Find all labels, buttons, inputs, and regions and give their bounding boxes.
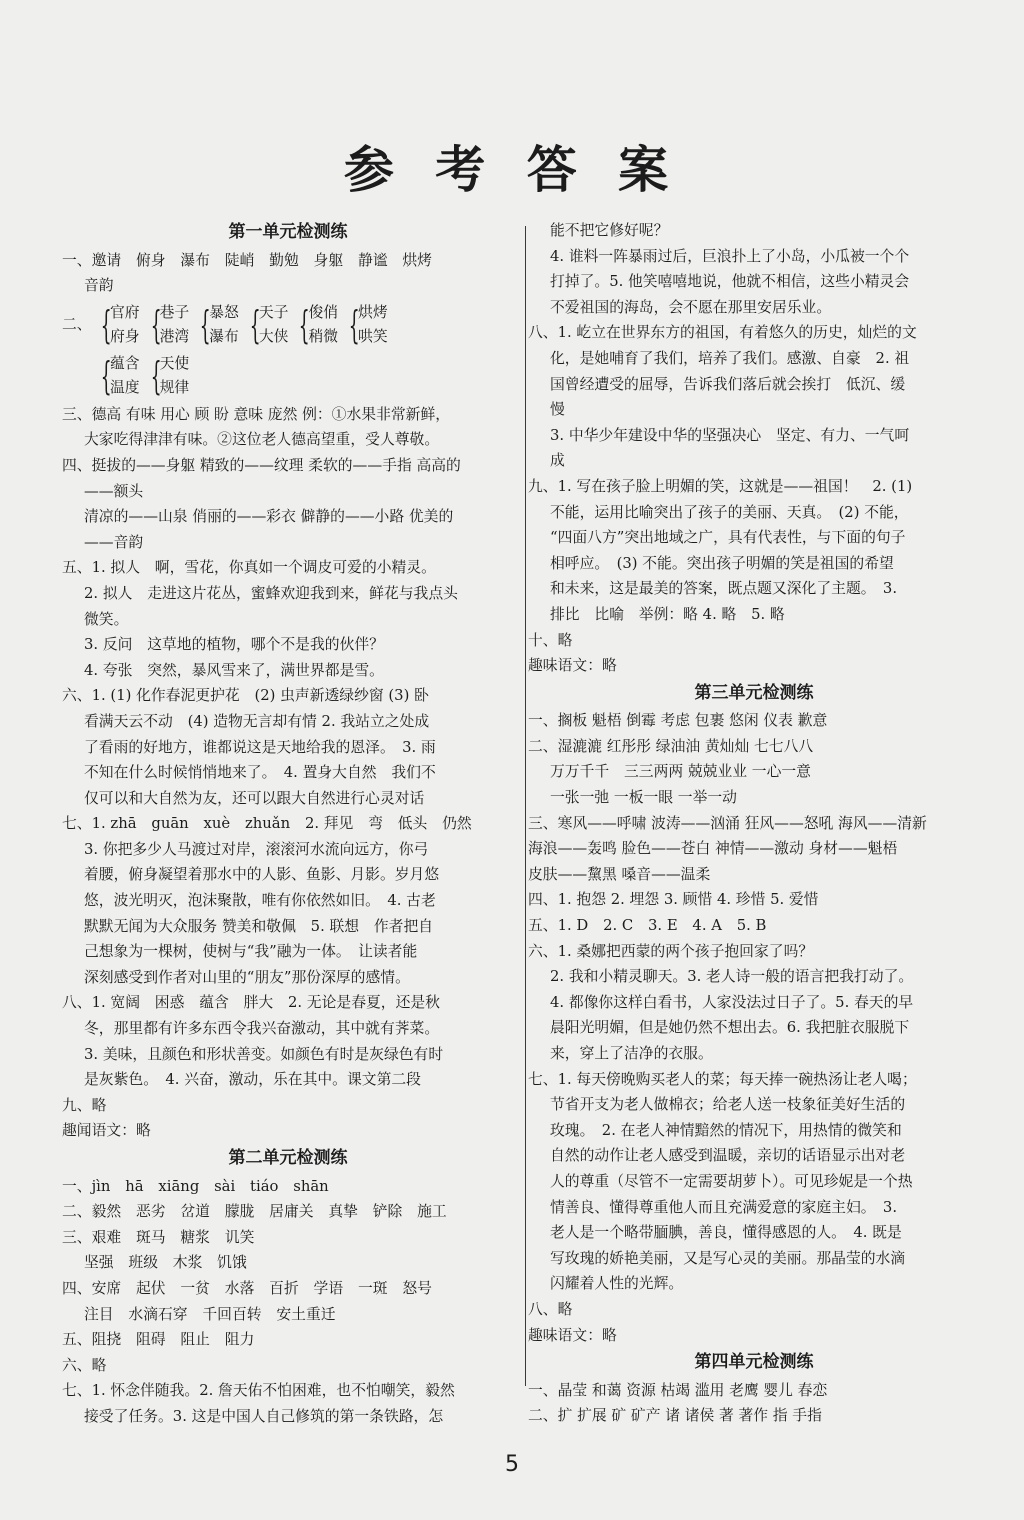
answer-line: 3. 中华少年建设中华的坚强决心 坚定、有力、一气呵 bbox=[550, 426, 910, 444]
answer-line: 大家吃得津津有味。②这位老人德高望重，受人尊敬。 bbox=[84, 431, 440, 449]
brace-word-groups bbox=[62, 351, 514, 401]
answer-line: 看满天云不动 (4) 造物无言却有情 2. 我站立之处成 bbox=[84, 712, 430, 730]
brace-word-groups: 二、 { 官府 府身 { 巷子 港湾 { 暴怒 瀑布 { 天子 大侠 { 俊俏 稍微 { 烘烤 哄笑 bbox=[62, 300, 514, 350]
answer-line: 八、1. 屹立在世界东方的祖国，有着悠久的历史，灿烂的文 bbox=[528, 324, 917, 342]
answer-line: 十、略 bbox=[528, 631, 573, 649]
unit3-heading: 第三单元检测练 bbox=[694, 682, 814, 703]
answer-line: 3. 美味，且颜色和形状善变。如颜色有时是灰绿色有时 bbox=[84, 1045, 444, 1063]
answer-line: 七、1. 怀念伴随我。2. 詹天佑不怕困难，也不怕嘲笑，毅然 bbox=[62, 1382, 455, 1400]
answer-line: 着腰，俯身凝望着那水中的人影、鱼影、月影。岁月悠 bbox=[84, 866, 440, 884]
answer-line: 三、德高 有味 用心 顾 盼 意味 庞然 例：①水果非常新鲜， bbox=[62, 405, 451, 423]
answer-line: 4. 夸张 突然，暴风雪来了，满世界都是雪。 bbox=[84, 661, 384, 679]
answer-line: 二、湿漉漉 红彤彤 绿油油 黄灿灿 七七八八 bbox=[528, 737, 814, 755]
unit4-heading: 第四单元检测练 bbox=[694, 1352, 814, 1373]
answer-line: 四、挺拔的——身躯 精致的——纹理 柔软的——手指 高高的 bbox=[62, 456, 461, 474]
left-column bbox=[62, 218, 514, 1430]
answer-line: 海浪——轰鸣 脸色——苍白 神情——激动 身材——魁梧 bbox=[528, 840, 898, 858]
answer-line: 一、jìn hā xiāng sài tiáo shān bbox=[62, 1177, 329, 1195]
answer-line: 七、1. 每天傍晚购买老人的菜；每天捧一碗热汤让老人喝； bbox=[528, 1070, 917, 1088]
answer-line: 一、邀请 俯身 瀑布 陡峭 勤勉 身躯 静谧 烘烤 bbox=[62, 251, 432, 269]
answer-line: “四面八方”突出地域之广，具有代表性，与下面的句子 bbox=[550, 529, 906, 547]
answer-line: 四、1. 抱怨 2. 埋怨 3. 顾惜 4. 珍惜 5. 爱惜 bbox=[528, 891, 819, 909]
answer-line: 五、阻挠 阻碍 阻止 阻力 bbox=[62, 1331, 255, 1349]
word-pair: { 暴怒 瀑布 bbox=[199, 302, 239, 347]
answer-line: 三、寒风——呼啸 波涛——汹涌 狂风——怒吼 海风——清新 bbox=[528, 814, 927, 832]
answer-line: 和未来，这是最美的答案，既点题又深化了主题。 3. bbox=[550, 580, 898, 598]
answer-line: 注目 水滴石穿 千回百转 安土重迁 bbox=[84, 1305, 336, 1323]
answer-line: 是灰紫色。 4. 兴奋，激动，乐在其中。课文第二段 bbox=[84, 1071, 421, 1089]
answer-line: 默默无闻为大众服务 赞美和敬佩 5. 联想 作者把自 bbox=[84, 917, 434, 935]
page-title: 参 考 答 案 bbox=[343, 140, 681, 199]
answer-line: 七、1. zhā guān xuè zhuǎn 2. 拜见 弯 低头 仍然 bbox=[62, 815, 472, 833]
answer-line: 慢 bbox=[550, 401, 565, 419]
answer-line: 五、1. D 2. C 3. E 4. A 5. B bbox=[528, 917, 767, 935]
answer-line: 悠，波光明灭，泡沫聚散，唯有你依然如旧。 4. 古老 bbox=[84, 892, 436, 910]
page-number: 5 bbox=[505, 1452, 519, 1477]
answer-line: 己想象为一棵树，使树与“我”融为一体。 让读者能 bbox=[84, 943, 418, 961]
answer-line: 排比 比喻 举例：略 4. 略 5. 略 bbox=[550, 605, 785, 623]
answer-line: 人的尊重（尽管不一定需要胡萝卜）。可见珍妮是一个热 bbox=[550, 1172, 913, 1190]
answer-line: 成 bbox=[550, 452, 565, 470]
answer-line: 三、艰难 斑马 糖浆 讥笑 bbox=[62, 1228, 255, 1246]
answer-line: 2. 拟人 走进这片花丛，蜜蜂欢迎我到来，鲜花与我点头 bbox=[84, 584, 458, 602]
answer-line: 一、晶莹 和蔼 资源 枯竭 滥用 老鹰 婴儿 春恋 bbox=[528, 1381, 828, 1399]
answer-line: 3. 你把多少人马渡过对岸，滚滚河水流向远方，你弓 bbox=[84, 840, 429, 858]
answer-line: 老人是一个略带腼腆，善良，懂得感恩的人。 4. 既是 bbox=[550, 1224, 902, 1242]
answer-line: 节省开支为老人做棉衣；给老人送一枝象征美好生活的 bbox=[550, 1096, 906, 1114]
word-pair: { 烘烤 哄笑 bbox=[348, 302, 388, 347]
answer-line: 清凉的——山泉 俏丽的——彩衣 僻静的——小路 优美的 bbox=[84, 508, 454, 526]
answer-line: 深刻感受到作者对山里的“朋友”那份深厚的感情。 bbox=[84, 968, 410, 986]
answer-line: 不知在什么时候悄悄地来了。 4. 置身大自然 我们不 bbox=[84, 764, 436, 782]
answer-line: 自然的动作让老人感受到温暖，亲切的话语显示出对老 bbox=[550, 1147, 906, 1165]
unit2-heading: 第二单元检测练 bbox=[228, 1148, 348, 1168]
answer-line: 四、安席 起伏 一贫 水落 百折 学语 一斑 怒号 bbox=[62, 1279, 432, 1297]
right-column bbox=[528, 218, 980, 1429]
answer-line: 玫瑰。 2. 在老人神情黯然的情况下，用热情的微笑和 bbox=[550, 1121, 902, 1139]
word-pair: { 天子 大侠 bbox=[249, 302, 289, 347]
answer-line: 2. 我和小精灵聊天。3. 老人诗一般的语言把我打动了。 bbox=[550, 968, 914, 986]
word-pair: { 巷子 港湾 bbox=[150, 302, 190, 347]
answer-line: 情善良、懂得尊重他人而且充满爱意的家庭主妇。 3. bbox=[550, 1198, 898, 1216]
answer-line: 闪耀着人性的光辉。 bbox=[550, 1275, 684, 1293]
answer-line: 六、1. (1) 化作春泥更护花 (2) 虫声新透绿纱窗 (3) 卧 bbox=[62, 687, 429, 705]
answer-line: 相呼应。 (3) 不能。突出孩子明媚的笑是祖国的希望 bbox=[550, 554, 894, 572]
answer-line: 4. 都像你这样白看书，人家没法过日子了。5. 春天的早 bbox=[550, 993, 914, 1011]
answer-line: 音韵 bbox=[84, 277, 114, 295]
word-pair: { 天使 规律 bbox=[150, 353, 190, 398]
answer-line: 趣闻语文：略 bbox=[62, 1122, 151, 1140]
answer-line: 趣味语文：略 bbox=[528, 657, 617, 675]
answer-line: 五、1. 拟人 啊，雪花，你真如一个调皮可爱的小精灵。 bbox=[62, 559, 436, 577]
answer-line: 国曾经遭受的屈辱，告诉我们落后就会挨打 低沉、缓 bbox=[550, 375, 906, 393]
unit1-heading: 第一单元检测练 bbox=[228, 222, 348, 242]
answer-line: 趣味语文：略 bbox=[528, 1326, 617, 1344]
answer-line: 接受了任务。3. 这是中国人自己修筑的第一条铁路，怎 bbox=[84, 1407, 444, 1425]
answer-line: 不能，运用比喻突出了孩子的美丽、天真。 (2) 不能， bbox=[550, 503, 909, 521]
answer-line: ——音韵 bbox=[84, 533, 144, 551]
answer-line: 微笑。 bbox=[84, 610, 129, 628]
answer-line: 了看雨的好地方，谁都说这是天地给我的恩泽。 3. 雨 bbox=[84, 738, 436, 756]
answer-line: 写玫瑰的娇艳美丽，又是写心灵的美丽。那晶莹的水滴 bbox=[550, 1249, 906, 1267]
answer-line: 4. 谁料一阵暴雨过后，巨浪扑上了小岛，小瓜被一个个 bbox=[550, 247, 910, 265]
answer-line: 化，是她哺育了我们，培养了我们。感激、自豪 2. 祖 bbox=[550, 349, 910, 367]
answer-line: 能不把它修好呢？ bbox=[550, 222, 669, 239]
answer-line: ——额头 bbox=[84, 482, 144, 500]
answer-line: 八、略 bbox=[528, 1300, 573, 1318]
answer-line: 仅可以和大自然为友，还可以跟大自然进行心灵对话 bbox=[84, 789, 425, 807]
answer-line: 九、略 bbox=[62, 1096, 107, 1114]
column-divider bbox=[525, 226, 526, 1386]
answer-line: 二、扩 扩展 矿 矿产 诸 诸侯 著 著作 指 手指 bbox=[528, 1407, 822, 1425]
answer-line: 二、毅然 恶劣 岔道 朦胧 居庸关 真挚 铲除 施工 bbox=[62, 1203, 447, 1221]
answer-line: 3. 反问 这草地的植物，哪个不是我的伙伴？ bbox=[84, 636, 384, 654]
answer-line: 一张一弛 一板一眼 一举一动 bbox=[550, 789, 737, 807]
answer-line: 一、搁板 魁梧 倒霉 考虑 包裹 悠闲 仪表 歉意 bbox=[528, 712, 828, 730]
answer-line: 八、1. 宽阔 困惑 蕴含 胖大 2. 无论是春夏，还是秋 bbox=[62, 994, 440, 1012]
answer-line: 晨阳光明媚，但是她仍然不想出去。6. 我把脏衣服脱下 bbox=[550, 1019, 910, 1037]
word-pair: { 俊俏 稍微 bbox=[299, 302, 339, 347]
answer-line: 六、略 bbox=[62, 1356, 107, 1374]
answer-line: 万万千千 三三两两 兢兢业业 一心一意 bbox=[550, 763, 811, 781]
answer-line: 打掉了。5. 他笑嘻嘻地说，他就不相信，这些小精灵会 bbox=[550, 273, 910, 291]
answer-line: 来，穿上了洁净的衣服。 bbox=[550, 1045, 713, 1062]
answer-line: 冬，那里都有许多东西令我兴奋激动，其中就有荠菜。 bbox=[84, 1020, 440, 1038]
answer-line: 皮肤——黧黑 嗓音——温柔 bbox=[528, 865, 711, 883]
word-pair: { 蕴含 温度 bbox=[100, 353, 140, 398]
answer-line: 不爱祖国的海岛，会不愿在那里安居乐业。 bbox=[550, 298, 832, 316]
answer-line: 六、1. 桑娜把西蒙的两个孩子抱回家了吗？ bbox=[528, 942, 814, 960]
answer-line: 九、1. 写在孩子脸上明媚的笑，这就是——祖国！ 2. (1) bbox=[528, 477, 913, 495]
word-pair: { 官府 府身 bbox=[100, 302, 140, 347]
answer-line: 坚强 班级 木浆 饥饿 bbox=[84, 1254, 247, 1272]
